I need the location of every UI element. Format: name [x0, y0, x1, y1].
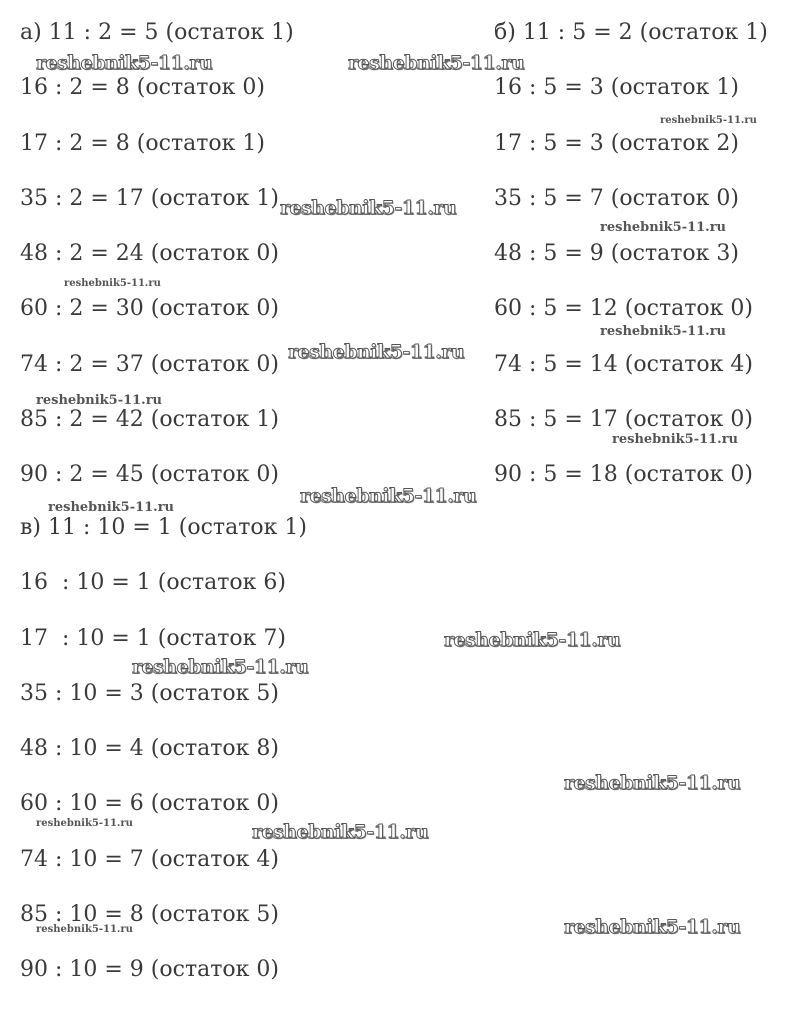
watermark: reshebnik5-11.ru	[600, 324, 727, 339]
equation-line: 16 : 5 = 3 (остаток 1)	[494, 75, 739, 101]
equation-line: 74 : 5 = 14 (остаток 4)	[494, 351, 753, 377]
equation-line: 17 : 10 = 1 (остаток 7)	[20, 625, 286, 651]
watermark: reshebnik5-11.ru	[444, 629, 621, 651]
watermark: reshebnik5-11.ru	[564, 772, 741, 794]
equation-line: 60 : 2 = 30 (остаток 0)	[20, 296, 279, 322]
equation-line: а) 11 : 2 = 5 (остаток 1)	[20, 20, 294, 45]
watermark: reshebnik5-11.ru	[36, 818, 133, 829]
column-c-division-by-10	[20, 513, 307, 1010]
watermark: reshebnik5-11.ru	[612, 432, 739, 447]
column-a-division-by-2	[20, 18, 294, 515]
watermark: reshebnik5-11.ru	[564, 916, 741, 938]
equation-line: в) 11 : 10 = 1 (остаток 1)	[20, 515, 307, 540]
equation-line: 35 : 5 = 7 (остаток 0)	[494, 185, 739, 211]
watermark: reshebnik5-11.ru	[600, 220, 727, 235]
equation-line: 17 : 5 = 3 (остаток 2)	[494, 130, 739, 156]
equation-line: 17 : 2 = 8 (остаток 1)	[20, 130, 265, 156]
watermark: reshebnik5-11.ru	[36, 924, 133, 935]
watermark: reshebnik5-11.ru	[48, 500, 175, 515]
equation-line: б) 11 : 5 = 2 (остаток 1)	[494, 20, 768, 45]
equation-line: 48 : 10 = 4 (остаток 8)	[20, 736, 279, 761]
watermark: reshebnik5-11.ru	[348, 52, 525, 74]
equation-line: 60 : 10 = 6 (остаток 0)	[20, 791, 279, 817]
watermark: reshebnik5-11.ru	[36, 393, 163, 408]
equation-line: 35 : 2 = 17 (остаток 1)	[20, 185, 279, 211]
equation-line: 35 : 10 = 3 (остаток 5)	[20, 680, 279, 706]
watermark: reshebnik5-11.ru	[280, 197, 457, 219]
equation-line: 85 : 10 = 8 (остаток 5)	[20, 901, 279, 927]
watermark: reshebnik5-11.ru	[288, 341, 465, 363]
equation-line: 16 : 2 = 8 (остаток 0)	[20, 75, 265, 101]
equation-line: 74 : 2 = 37 (остаток 0)	[20, 351, 279, 377]
watermark: reshebnik5-11.ru	[132, 656, 309, 678]
watermark: reshebnik5-11.ru	[252, 821, 429, 843]
equation-line: 60 : 5 = 12 (остаток 0)	[494, 296, 753, 322]
equation-line: 48 : 5 = 9 (остаток 3)	[494, 241, 739, 266]
equation-line: 74 : 10 = 7 (остаток 4)	[20, 846, 279, 872]
equation-line: 90 : 5 = 18 (остаток 0)	[494, 462, 753, 487]
equation-line: 90 : 10 = 9 (остаток 0)	[20, 957, 279, 982]
watermark: reshebnik5-11.ru	[300, 485, 477, 507]
equation-line: 85 : 2 = 42 (остаток 1)	[20, 406, 279, 432]
equation-line: 90 : 2 = 45 (остаток 0)	[20, 462, 279, 487]
equation-line: 16 : 10 = 1 (остаток 6)	[20, 570, 286, 596]
watermark: reshebnik5-11.ru	[64, 278, 161, 289]
watermark: reshebnik5-11.ru	[660, 115, 757, 126]
equation-line: 48 : 2 = 24 (остаток 0)	[20, 241, 279, 266]
watermark: reshebnik5-11.ru	[36, 52, 213, 74]
equation-line: 85 : 5 = 17 (остаток 0)	[494, 406, 753, 432]
